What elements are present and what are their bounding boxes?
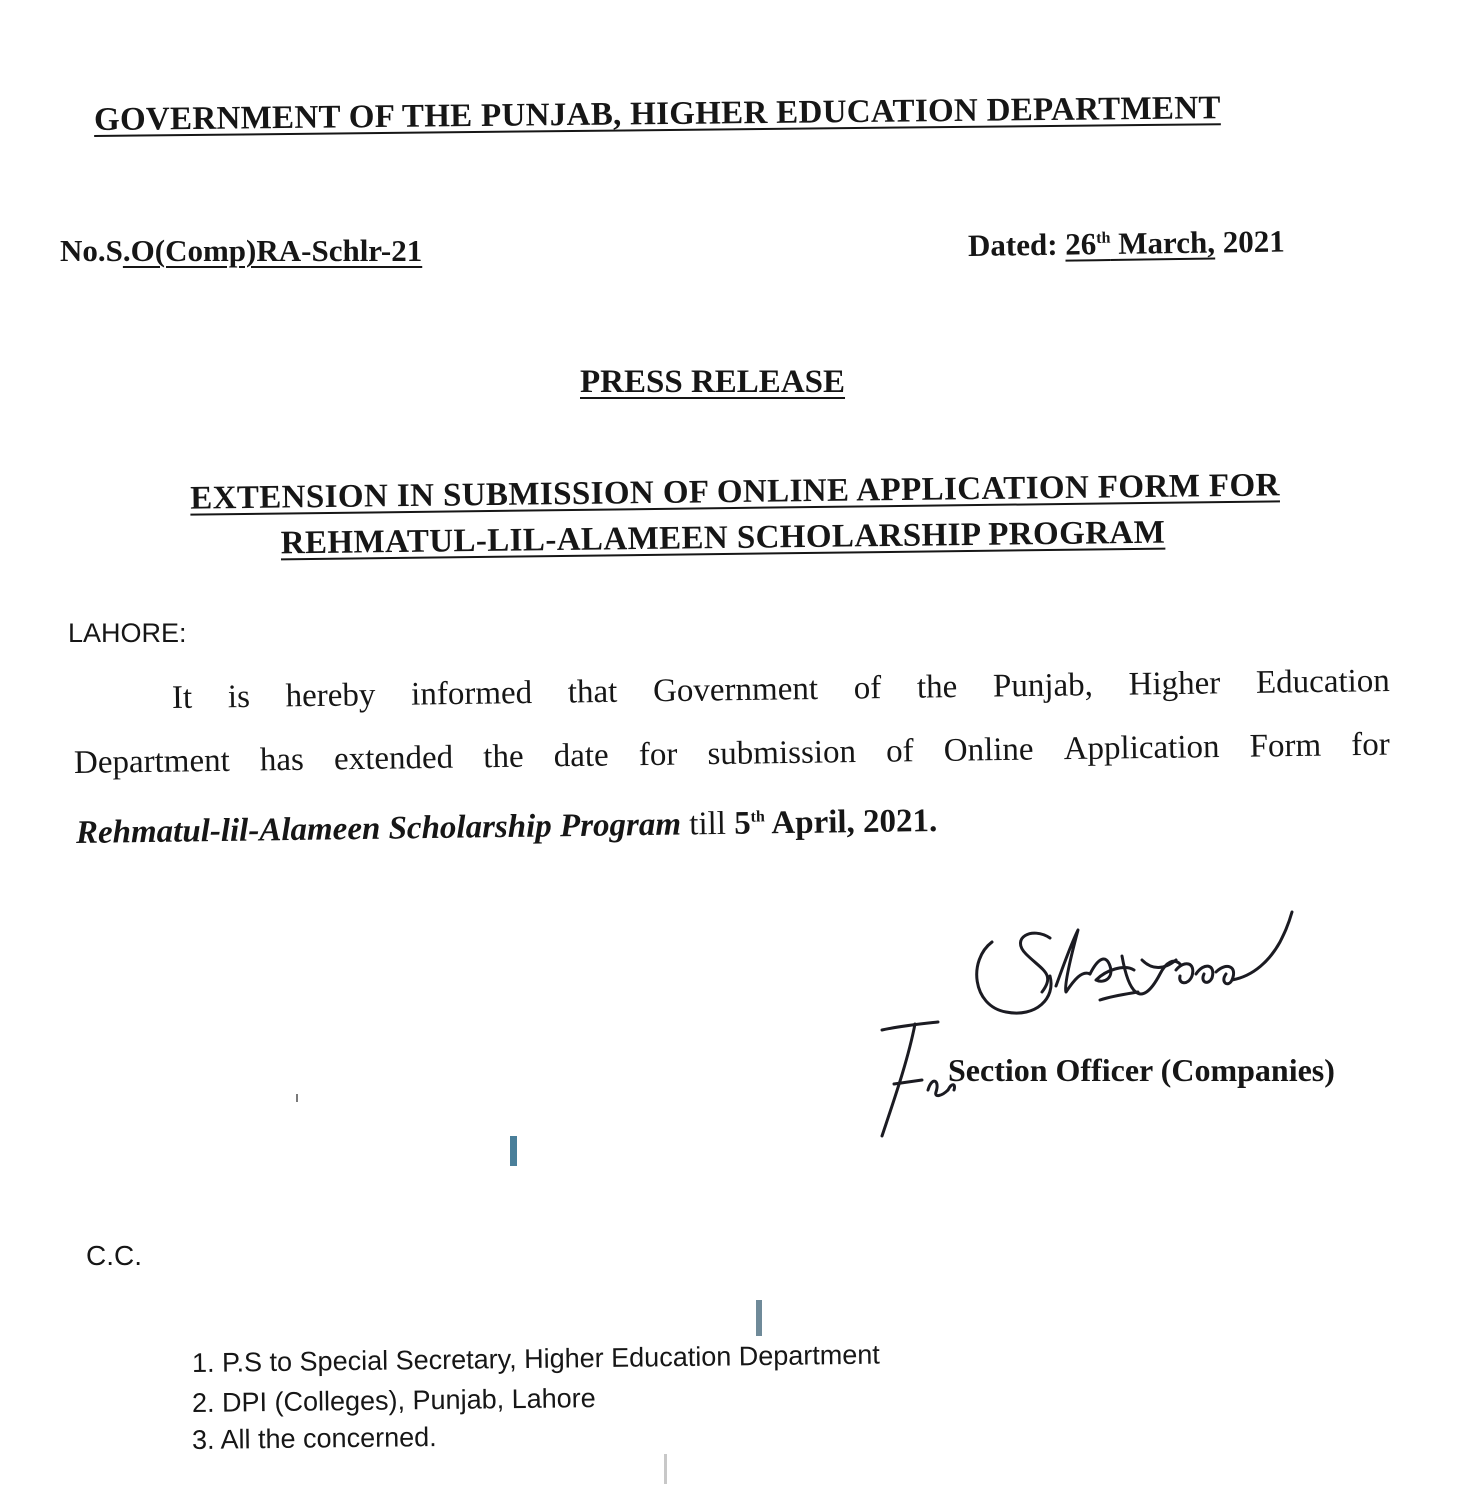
date-line — [968, 224, 1285, 264]
cc-list-item: 1. P.S to Special Secretary, Higher Education Department — [191, 1339, 881, 1378]
deadline-date — [734, 803, 938, 842]
scan-speck — [296, 1094, 298, 1102]
body-word: informed — [410, 674, 533, 713]
document-type-heading: PRESS RELEASE — [580, 364, 846, 400]
till-text: till — [689, 805, 727, 843]
body-word: It — [171, 679, 193, 716]
body-word: the — [916, 669, 958, 706]
body-word: of — [853, 670, 882, 707]
department-heading: GOVERNMENT OF THE PUNJAB, HIGHER EDUCATION DEPARTMENT — [93, 90, 1221, 138]
body-word: Department — [73, 742, 231, 781]
scan-speck — [756, 1300, 762, 1336]
body-word: of — [885, 733, 914, 770]
program-name: Rehmatul-lil-Alameen Scholarship Program — [75, 806, 682, 851]
body-word: hereby — [285, 677, 376, 715]
date-day-month — [1065, 225, 1215, 262]
subject-line-2: REHMATUL-LIL-ALAMEEN SCHOLARSHIP PROGRAM — [280, 514, 1166, 562]
body-word: extended — [333, 739, 454, 778]
cc-list-item: 2. DPI (Colleges), Punjab, Lahore — [191, 1383, 596, 1418]
body-word: Government — [652, 670, 819, 710]
date-suffix: th — [1096, 229, 1111, 247]
body-word: submission — [707, 734, 857, 773]
body-word: Form — [1249, 727, 1322, 765]
signature-image — [860, 900, 1360, 1150]
subject-line-1: EXTENSION IN SUBMISSION OF ONLINE APPLICATION FORM FOR — [189, 467, 1281, 517]
date-year: 2021 — [1222, 223, 1285, 260]
date-day: 26 — [1065, 226, 1097, 262]
dated-label: Dated: — [967, 226, 1058, 263]
scan-speck — [664, 1454, 667, 1484]
body-word: date — [553, 737, 609, 775]
cc-label: C.C. — [86, 1240, 142, 1271]
reference-number-code: .O(Comp)RA-Schlr-21 — [122, 233, 423, 268]
city-dateline: LAHORE: — [68, 618, 187, 648]
body-line-1 — [172, 663, 1390, 717]
signatory-title: Section Officer (Companies) — [948, 1052, 1335, 1088]
reference-number-prefix: No.S — [60, 233, 123, 268]
body-word: is — [227, 678, 251, 716]
deadline-suffix: th — [750, 808, 765, 826]
body-word: the — [483, 738, 524, 776]
body-line-3 — [76, 803, 938, 852]
body-word: Application — [1063, 729, 1220, 768]
body-word: has — [259, 741, 305, 779]
reference-number — [60, 233, 422, 269]
deadline-day: 5 — [733, 805, 751, 842]
body-word: for — [638, 736, 678, 774]
body-word: Education — [1255, 662, 1391, 701]
scan-speck — [510, 1136, 517, 1166]
body-word: for — [1351, 726, 1391, 764]
body-word: Online — [943, 731, 1034, 769]
date-month: March, — [1118, 224, 1216, 261]
deadline-rest: April, 2021. — [771, 802, 938, 842]
body-word: Higher — [1128, 665, 1221, 703]
body-line-2 — [74, 727, 1390, 782]
body-word: that — [567, 673, 618, 711]
cc-list-item: 3. All the concerned. — [191, 1422, 437, 1455]
body-word: Punjab, — [992, 667, 1094, 705]
